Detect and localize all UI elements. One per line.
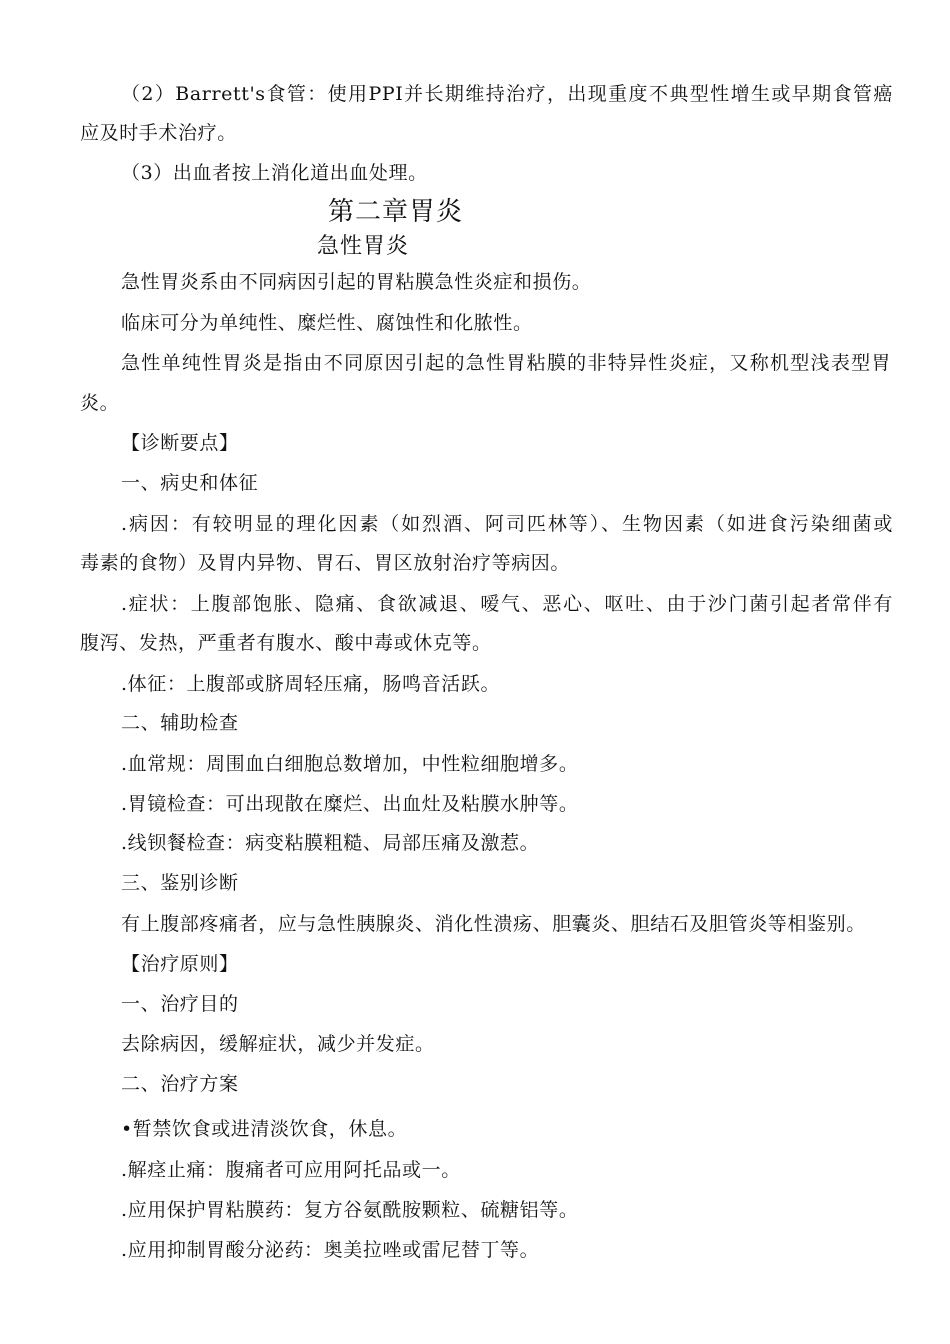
goal-heading: 一、治疗目的 — [121, 993, 239, 1015]
intro-paragraph-1: 急性胃炎系由不同病因引起的胃粘膜急性炎症和损伤。 — [121, 271, 592, 293]
paragraph-barrett-line2: 应及时手术治疗。 — [80, 122, 237, 144]
treatment-heading: 【治疗原则】 — [121, 953, 239, 975]
section-title: 急性胃炎 — [317, 234, 410, 259]
plan-item-1: •暂禁饮食或进清淡饮食，休息。 — [121, 1118, 408, 1140]
barium-line: .线钡餐检查：病变粘膜粗糙、局部压痛及激惹。 — [121, 832, 540, 854]
intro-paragraph-2: 临床可分为单纯性、糜烂性、腐蚀性和化脓性。 — [121, 312, 533, 334]
goal-text: 去除病因，缓解症状，减少并发症。 — [121, 1033, 435, 1055]
blood-test-line: .血常规：周围血白细胞总数增加，中性粒细胞增多。 — [121, 753, 579, 775]
plan-item-3: .应用保护胃粘膜药：复方谷氨酰胺颗粒、硫糖铝等。 — [121, 1199, 579, 1221]
aux-heading: 二、辅助检查 — [121, 712, 239, 734]
cause-line1: .病因：有较明显的理化因素（如烈酒、阿司匹林等）、生物因素（如进食污染细菌或 — [121, 513, 893, 535]
chapter-title: 第二章胃炎 — [328, 197, 464, 227]
plan-item-4: .应用抑制胃酸分泌药：奥美拉唑或雷尼替丁等。 — [121, 1239, 540, 1261]
differential-heading: 三、鉴别诊断 — [121, 872, 239, 894]
cause-line2: 毒素的食物）及胃内异物、胃石、胃区放射治疗等病因。 — [80, 552, 571, 574]
plan-item-2: .解痉止痛：腹痛者可应用阿托品或一。 — [121, 1159, 461, 1181]
symptom-line2: 腹泻、发热，严重者有腹水、酸中毒或休克等。 — [80, 632, 492, 654]
intro-paragraph-3-line2: 炎。 — [80, 392, 120, 414]
paragraph-barrett-line1: （2）Barrett's食管：使用PPI并长期维持治疗，出现重度不典型性增生或早期食管癌 — [121, 83, 893, 105]
paragraph-bleeding: （3）出血者按上消化道出血处理。 — [121, 162, 428, 184]
symptom-line1: .症状：上腹部饱胀、隐痛、食欲减退、嗳气、恶心、呕吐、由于沙门菌引起者常伴有 — [121, 593, 893, 615]
intro-paragraph-3-line1: 急性单纯性胃炎是指由不同原因引起的急性胃粘膜的非特异性炎症，又称机型浅表型胃 — [121, 352, 891, 374]
differential-text: 有上腹部疼痛者，应与急性胰腺炎、消化性溃疡、胆囊炎、胆结石及胆管炎等相鉴别。 — [121, 913, 866, 935]
endoscopy-line: .胃镜检查：可出现散在糜烂、出血灶及粘膜水肿等。 — [121, 793, 579, 815]
plan-heading: 二、治疗方案 — [121, 1073, 239, 1095]
history-heading: 一、病史和体征 — [121, 472, 259, 494]
diagnosis-heading: 【诊断要点】 — [121, 432, 239, 454]
sign-line: .体征：上腹部或脐周轻压痛，肠鸣音活跃。 — [121, 673, 501, 695]
